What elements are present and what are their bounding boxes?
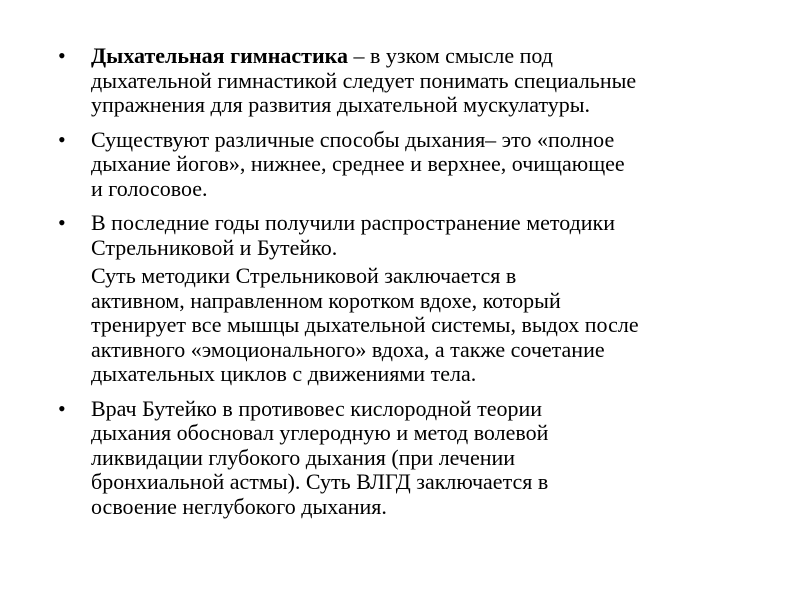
bullet-icon: • [58,126,66,152]
paragraph-strelnikova [58,264,764,387]
bullet-icon: • [58,210,66,235]
paragraph-breathing-methods [58,128,764,202]
paragraph-text: В последние годы получили распространение методики Стрельниковой и Бутейко. [91,210,616,260]
paragraph-text: Существуют различные способы дыхания– это «полное дыхание йогов», нижнее, среднее и верхнее, очищающее и голосовое. [91,126,625,201]
bullet-icon: • [58,395,66,421]
paragraph-recent-methods [58,211,764,260]
paragraph-breathing-gymnastics [58,44,764,118]
paragraph-text: – в узком смысле под дыхательной гимнастикой следует понимать специальные упражнения для развития дыхательной мускулатуры. [91,43,637,117]
paragraph-buteyko [58,397,764,520]
paragraph-text: Суть методики Стрельниковой заключается в активном, направленном коротком вдохе, который тренирует все мышцы дыхательной системы, выдох после активного «эмоционального» вдоха, а также сочетание дыхательных циклов с движениями тела. [91,263,639,386]
term-bold: Дыхательная гимнастика [91,43,348,68]
paragraph-text: Врач Бутейко в противовес кислородной теории дыхания обосновал углеродную и метод волевой ликвидации глубокого дыхания (при лечении бронхиальной астмы). Суть ВЛГД заключается в освоение неглубокого дыхания. [91,395,549,519]
bullet-icon: • [58,43,66,68]
